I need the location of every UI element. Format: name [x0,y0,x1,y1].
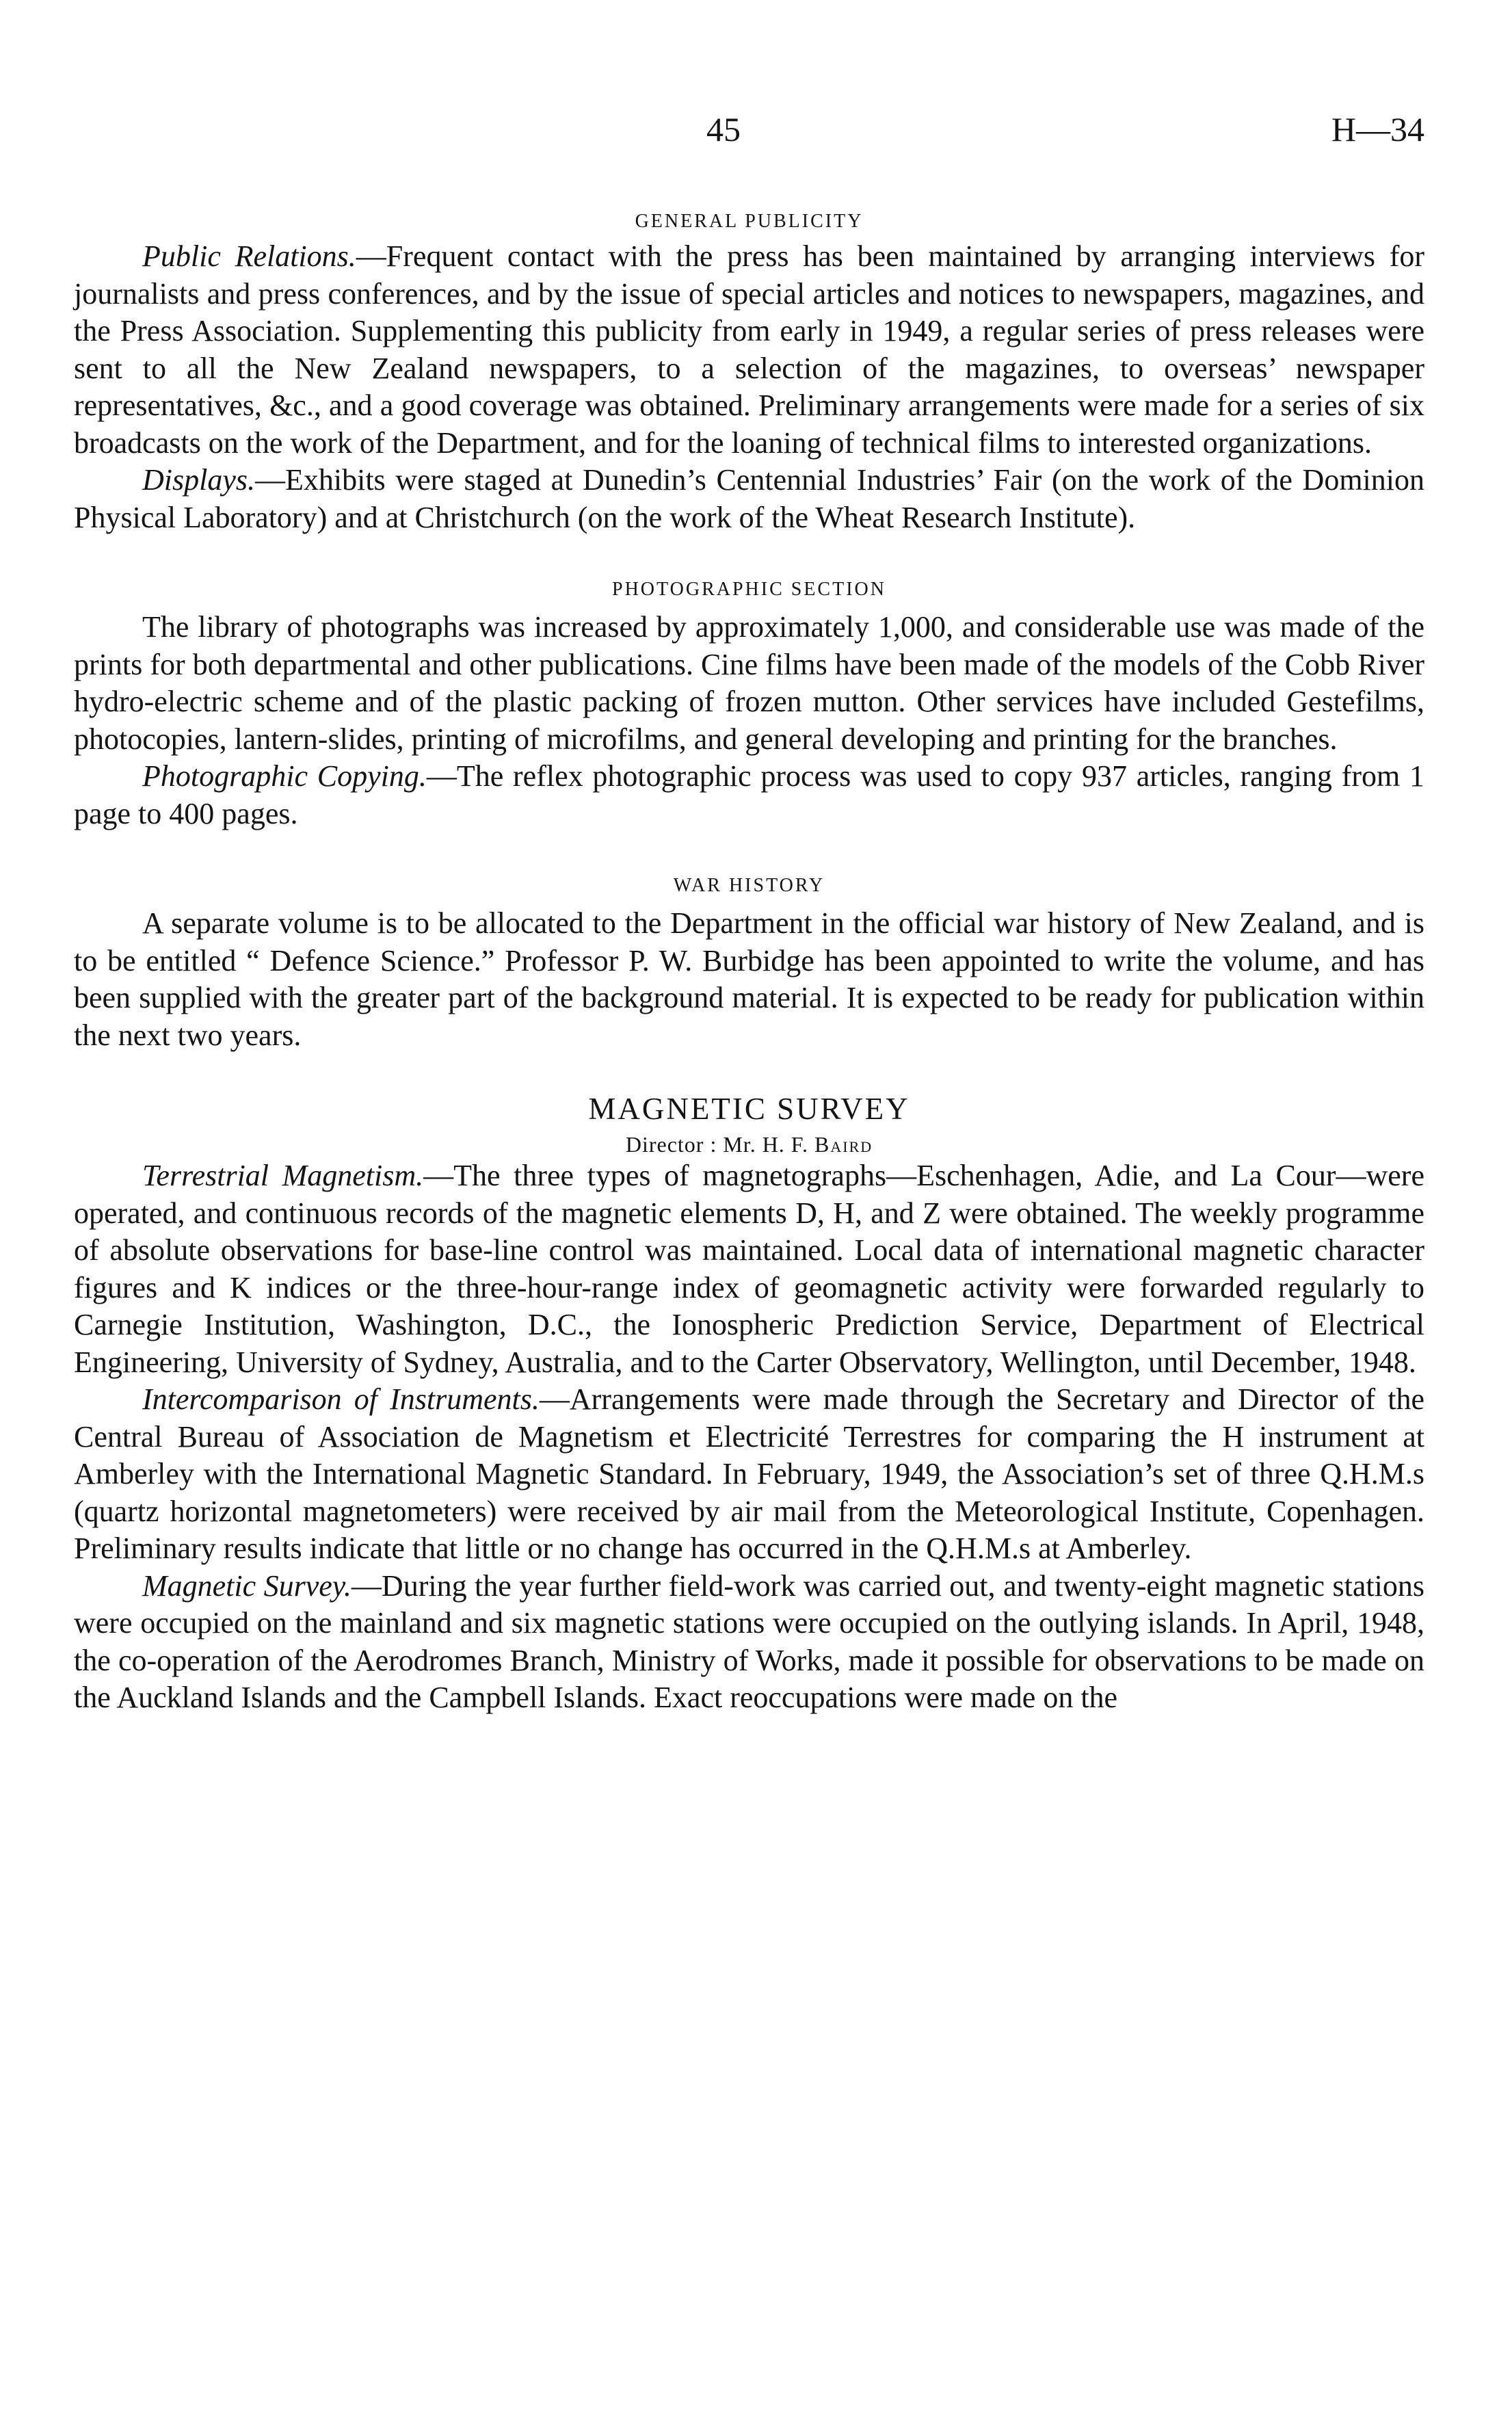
paragraph-lead: Magnetic Survey. [142,1568,352,1603]
section-general-publicity [74,211,1424,536]
paragraph-text: —During the year further field-work was carried out, and twenty-eight magnetic stations were occupied on the mainland and six magnetic stations were occupied on the outlying islands. In April, 1948, the co-operation of the Aerodromes Branch, Ministry of Works, made it possible for observations to be made on the Auckland Islands and the Campbell Islands. Exact reoccupations were made on the [74,1568,1424,1714]
paragraph-text: A separate volume is to be allocated to the Department in the official war history of New Zealand, and is to be entitled “ Defence Science.” Professor P. W. Burbidge has been appointed to write the volume, and has been supplied with the greater part of the background material. It is expected to be ready for publication within the next two years. [74,906,1424,1052]
section-heading: WAR HISTORY [673,875,825,896]
paragraph [74,905,1424,1054]
paragraph-lead: Terrestrial Magnetism. [142,1159,424,1192]
section-war-history [74,875,1424,1054]
paragraph-text: —Frequent contact with the press has been maintained by arranging interviews for journalists and press conferences, and by the issue of special articles and notices to newspapers, magazines, and the Press Association. Supplementing this publicity from early in 1949, a regular series of press releases were sent to all the New Zealand newspapers, to a selection of the magazines, to overseas’ newspaper representatives, &c., and a good coverage was obtained. Preliminary arrangements were made for a series of six broadcasts on the work of the Department, and for the loaning of technical films to interested organizations. [74,239,1424,460]
page-number: 45 [706,110,741,148]
paragraph-text: —The reflex photographic process was used to copy 937 articles, ranging from 1 page to 400 pages. [74,759,1424,830]
paragraph [74,238,1424,462]
paragraph [74,609,1424,758]
section-heading: PHOTOGRAPHIC SECTION [612,579,886,600]
section-photographic [74,579,1424,832]
paragraph-lead: Photographic Copying. [142,759,427,793]
paragraph [74,758,1424,832]
paragraph [74,1157,1424,1381]
paragraph [74,1568,1424,1717]
paragraph-lead: Public Relations. [142,239,356,273]
page-header [74,109,1424,164]
paragraph-text: —The three types of magnetographs—Eschenhagen, Adie, and La Cour—were operated, and continuous records of the magnetic elements D, H, and Z were obtained. The weekly programme of absolute observations for base-line control was maintained. Local data of international magnetic character figures and K indices or the three-hour-range index of geomagnetic activity were forwarded regularly to Carnegie Institution, Washington, D.C., the Ionospheric Prediction Service, Department of Electrical Engineering, University of Sydney, Australia, and to the Carter Observatory, Wellington, until December, 1948. [74,1159,1424,1379]
section-heading: GENERAL PUBLICITY [635,211,864,232]
director-surname: Baird [814,1132,873,1157]
paragraph [74,1381,1424,1568]
director-label: Director : Mr. H. F. [625,1132,809,1157]
paragraph [74,462,1424,536]
paragraph-lead: Displays. [142,463,255,497]
paragraph-text: The library of photographs was increased by approximately 1,000, and considerable use was made of the prints for both departmental and other publications. Cine films have been made of the models of the Cobb River hydro-electric scheme and of the plastic packing of frozen mutton. Other services have included Gestefilms, photocopies, lantern-slides, printing of microfilms, and general developing and printing for the branches. [74,610,1424,756]
paragraph-text: —Exhibits were staged at Dunedin’s Centennial Industries’ Fair (on the work of the Dominion Physical Laboratory) and at Christchurch (on the work of the Wheat Research Institute). [74,463,1424,534]
page-content [74,211,1424,1717]
section-magnetic-survey [74,1091,1424,1717]
paragraph-text: —Arrangements were made through the Secretary and Director of the Central Bureau of Association de Magnetism et Electricité Terrestres for comparing the H instrument at Amberley with the International Magnetic Standard. In February, 1949, the Association’s set of three Q.H.M.s (quartz horizontal magnetometers) were received by air mail from the Meteorological Institute, Copenhagen. Preliminary results indicate that little or no change has occurred in the Q.H.M.s at Amberley. [74,1382,1425,1565]
director-line [74,1132,1424,1157]
document-reference: H—34 [1331,110,1424,148]
section-heading: MAGNETIC SURVEY [588,1092,910,1126]
paragraph-lead: Intercomparison of Instruments. [142,1382,540,1416]
